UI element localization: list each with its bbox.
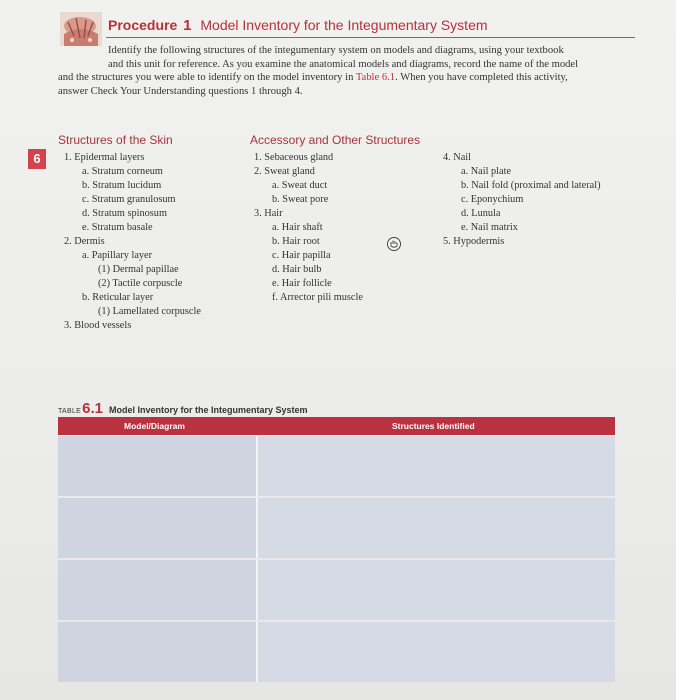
model-cell[interactable] [58, 622, 256, 682]
list-item: (2) Tactile corpuscle [98, 278, 183, 289]
list-item: b. Reticular layer [82, 292, 154, 303]
model-cell[interactable] [58, 560, 256, 620]
column-header-structures: Structures Identified [392, 421, 475, 431]
instruction-line: answer Check Your Understanding questions 1 through 4. [58, 85, 303, 97]
list-item: a. Sweat duct [272, 180, 328, 191]
list-item: 1. Sebaceous gland [254, 152, 334, 163]
list-item: c. Stratum granulosum [82, 194, 176, 205]
list-item: d. Hair bulb [272, 264, 322, 275]
instruction-line: and this unit for reference. As you examine the anatomical models and diagrams, record the name of the model [108, 58, 579, 70]
procedure-word: Procedure [108, 17, 178, 33]
list-item: e. Nail matrix [461, 222, 518, 233]
list-item: (1) Dermal papillae [98, 264, 179, 275]
procedure-heading [108, 17, 488, 34]
instruction-line: Identify the following structures of the integumentary system on models and diagrams, using your textbook [108, 45, 564, 56]
table-caption [58, 400, 308, 418]
procedure-instructions [58, 44, 638, 98]
list-item: b. Sweat pore [272, 194, 329, 205]
list-item: 2. Sweat gland [254, 166, 315, 177]
list-item: d. Stratum spinosum [82, 208, 167, 219]
column-header-model: Model/Diagram [124, 421, 185, 431]
list-item: c. Hair papilla [272, 250, 331, 261]
list-item: (1) Lamellated corpuscle [98, 306, 201, 317]
list-item: 3. Hair [254, 208, 283, 219]
list-item: 5. Hypodermis [443, 236, 505, 247]
chapter-margin-tab: 6 [28, 149, 46, 169]
skin-structures-heading: Structures of the Skin [58, 133, 173, 147]
table-header-row [58, 417, 615, 435]
list-item: b. Hair root [272, 236, 320, 247]
accessory-structures-list [254, 151, 363, 305]
list-item: a. Stratum corneum [82, 166, 163, 177]
list-item: f. Arrector pili muscle [272, 292, 363, 303]
skin-structures-list [64, 151, 201, 333]
procedure-number: 1 [183, 17, 192, 34]
list-item: 4. Nail [443, 152, 472, 163]
list-item: e. Hair follicle [272, 278, 332, 289]
heading-rule [106, 37, 635, 38]
instruction-line: and the structures you were able to identify on the model inventory in Table 6.1. When you have completed this activity, [58, 72, 568, 84]
procedure-title: Model Inventory for the Integumentary System [200, 17, 488, 33]
table-number: 6.1 [82, 400, 104, 417]
list-item: c. Eponychium [461, 194, 524, 205]
table-row[interactable] [58, 436, 615, 496]
table-row[interactable] [58, 498, 615, 558]
table-row[interactable] [58, 560, 615, 620]
list-item: b. Stratum lucidum [82, 180, 162, 191]
list-item: e. Stratum basale [82, 222, 153, 233]
model-inventory-table [58, 417, 615, 684]
list-item: d. Lunula [461, 208, 501, 219]
procedure-icon [60, 12, 102, 46]
list-item: a. Hair shaft [272, 222, 323, 233]
hand-cursor-icon [386, 236, 402, 252]
accessory-structures-heading: Accessory and Other Structures [250, 133, 421, 147]
nail-structures-list [443, 151, 601, 249]
list-item: 3. Blood vessels [64, 320, 132, 331]
table-label: TABLE [58, 408, 82, 415]
table-reference-link: Table 6.1 [355, 72, 396, 84]
model-cell[interactable] [58, 498, 256, 558]
model-cell[interactable] [58, 436, 256, 496]
table-title: Model Inventory for the Integumentary System [109, 405, 308, 415]
list-item: b. Nail fold (proximal and lateral) [461, 180, 601, 191]
table-row[interactable] [58, 622, 615, 682]
list-item: a. Nail plate [461, 166, 512, 177]
list-item: 2. Dermis [64, 236, 105, 247]
list-item: 1. Epidermal layers [64, 152, 145, 163]
list-item: a. Papillary layer [82, 250, 153, 261]
